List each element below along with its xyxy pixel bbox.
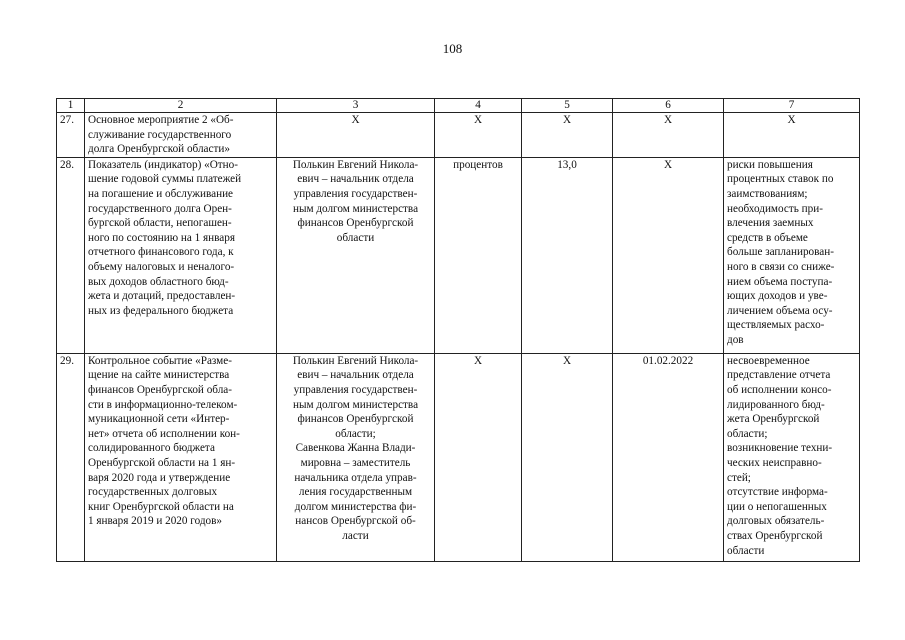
row-number: 27. [57,113,85,158]
column-header: 7 [724,99,860,113]
column-header: 6 [613,99,724,113]
row-number: 29. [57,353,85,561]
row-risks: риски повышения процентных ставок по заимствованиям; необходимость при- влечения заемных средств в объеме больше запланирован- ного в связи со сниже- нием объема поступа- ющих доходов и уве- личением объема осу- ществляемых расхо- дов [724,157,860,353]
column-header: 5 [522,99,613,113]
row-risks: несвоевременное представление отчета об исполнении консо- лидированного бюд- жета Оренбургской области; возникновение техни- ческих неисправно- стей; отсутствие информа- ции о непогашенных долговых обязатель- ствах Оренбургской области [724,353,860,561]
column-header: 2 [85,99,277,113]
row-date: 01.02.2022 [613,353,724,561]
column-header: 3 [277,99,435,113]
table-row [57,113,860,158]
row-unit: Х [435,113,522,158]
column-header: 1 [57,99,85,113]
column-header: 4 [435,99,522,113]
row-value: Х [522,113,613,158]
program-table [56,98,860,562]
page-number: 108 [442,41,463,56]
row-unit: процентов [435,157,522,353]
table-row [57,157,860,353]
row-unit: Х [435,353,522,561]
row-responsible: Полькин Евгений Никола- евич – начальник отдела управления государствен- ным долгом министерства финансов Оренбургской области [277,157,435,353]
row-risks: Х [724,113,860,158]
row-date: Х [613,113,724,158]
row-date: Х [613,157,724,353]
row-responsible: Х [277,113,435,158]
row-value: 13,0 [522,157,613,353]
column-number-row [57,99,860,113]
row-name: Основное мероприятие 2 «Об- служивание государственного долга Оренбургской области» [85,113,277,158]
row-value: Х [522,353,613,561]
table-row [57,353,860,561]
row-number: 28. [57,157,85,353]
row-name: Контрольное событие «Разме- щение на сайте министерства финансов Оренбургской обла- сти в информационно-телеком- муникационной сети «Интер- нет» отчета об исполнении кон- солидированного бюджета Оренбургской области на 1 ян- варя 2020 года и утверждение государственных долговых книг Оренбургской области на 1 января 2019 и 2020 годов» [85,353,277,561]
row-responsible: Полькин Евгений Никола- евич – начальник отдела управления государствен- ным долгом министерства финансов Оренбургской области; Савенкова Жанна Влади- мировна – заместитель начальника отдела управ- ления государственным долгом министерства фи- нансов Оренбургской об- ласти [277,353,435,561]
row-name: Показатель (индикатор) «Отно- шение годовой суммы платежей на погашение и обслуживание государственного долга Орен- бургской области, непогашен- ного по состоянию на 1 января отчетного финансового года, к объему налоговых и неналого- вых доходов областного бюд- жета и дотаций, предоставлен- ных из федерального бюджета [85,157,277,353]
